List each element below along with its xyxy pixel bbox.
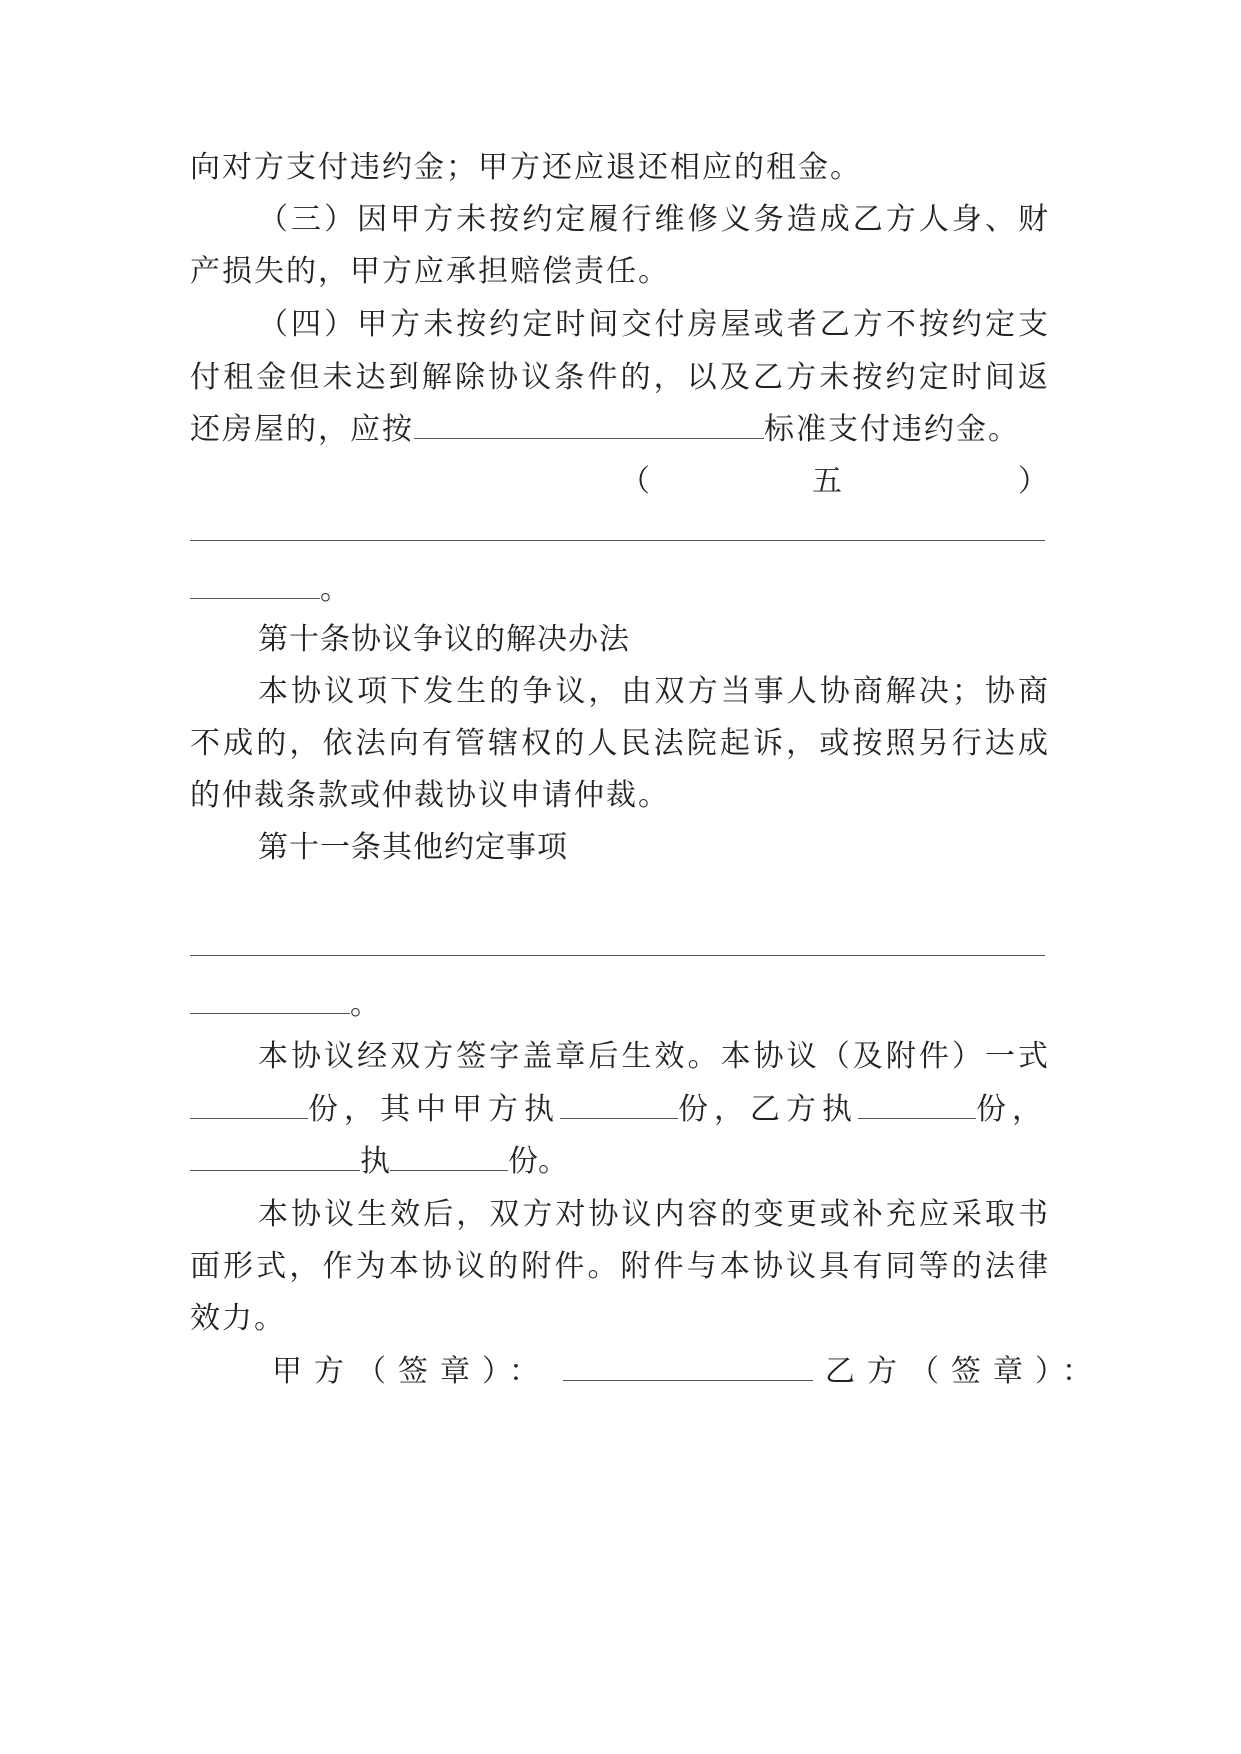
paragraph-line: 向对方支付违约金；甲方还应退还相应的租金。	[190, 150, 862, 185]
article-eleven-heading: 第十一条其他约定事项	[258, 830, 568, 865]
article-eleven-line-end	[190, 985, 1050, 1025]
clause-three-line-1: （三）因甲方未按约定履行维修义务造成乙方人身、财	[258, 202, 1050, 237]
fill-in-blank[interactable]	[190, 1144, 360, 1171]
clause-five-close-paren: ）	[1018, 464, 1050, 499]
fill-in-blank[interactable]	[190, 572, 320, 599]
fill-in-blank[interactable]	[190, 1092, 308, 1119]
text-segment: 份，乙方执	[678, 1092, 858, 1127]
fill-in-blank[interactable]	[560, 1092, 678, 1119]
amendment-line-2: 面形式，作为本协议的附件。附件与本协议具有同等的法律	[190, 1249, 1050, 1284]
article-ten-heading: 第十条协议争议的解决办法	[258, 622, 630, 657]
article-ten-line-3: 的仲裁条款或仲裁协议申请仲裁。	[190, 778, 670, 813]
article-ten-line-1: 本协议项下发生的争议，由双方当事人协商解决；协商	[258, 674, 1050, 709]
fill-in-blank[interactable]	[414, 412, 764, 439]
amendment-line-3: 效力。	[190, 1301, 286, 1336]
effect-line-2	[190, 1090, 1050, 1130]
amendment-line-1: 本协议生效后，双方对协议内容的变更或补充应采取书	[258, 1197, 1050, 1232]
text-segment: 份，	[976, 1092, 1048, 1127]
party-a-signature-field[interactable]	[563, 1354, 813, 1381]
fill-in-line[interactable]	[190, 540, 1045, 541]
fill-in-line[interactable]	[190, 955, 1045, 956]
clause-four-line-2: 付租金但未达到解除协议条件的，以及乙方未按约定时间返	[190, 360, 1050, 395]
clause-four-line-3	[190, 410, 1050, 450]
party-a-signature-label: 甲方（签章）：	[272, 1354, 551, 1389]
fill-in-blank[interactable]	[190, 987, 350, 1014]
effect-line-3	[190, 1142, 1050, 1182]
clause-three-line-2: 产损失的，甲方应承担赔偿责任。	[190, 254, 670, 289]
clause-five-open-paren: （	[620, 464, 652, 499]
text-segment: 。	[350, 987, 382, 1022]
fill-in-blank[interactable]	[390, 1144, 508, 1171]
party-b-signature-label: 乙方（签章）：	[825, 1354, 1104, 1389]
text-segment: 份，其中甲方执	[308, 1092, 560, 1127]
text-segment: 份。	[508, 1144, 568, 1179]
effect-line-1: 本协议经双方签字盖章后生效。本协议（及附件）一式	[258, 1039, 1050, 1074]
clause-five-number: 五	[812, 464, 844, 499]
clause-five-line-end	[190, 570, 1050, 610]
text-segment: 还房屋的，应按	[190, 412, 414, 447]
text-segment: 。	[320, 572, 352, 607]
fill-in-blank[interactable]	[858, 1092, 976, 1119]
signature-line	[272, 1352, 1104, 1392]
clause-four-line-1: （四）甲方未按约定时间交付房屋或者乙方不按约定支	[258, 307, 1050, 342]
text-segment: 执	[360, 1144, 390, 1179]
article-ten-line-2: 不成的，依法向有管辖权的人民法院起诉，或按照另行达成	[190, 726, 1050, 761]
text-segment: 标准支付违约金。	[764, 412, 1020, 447]
